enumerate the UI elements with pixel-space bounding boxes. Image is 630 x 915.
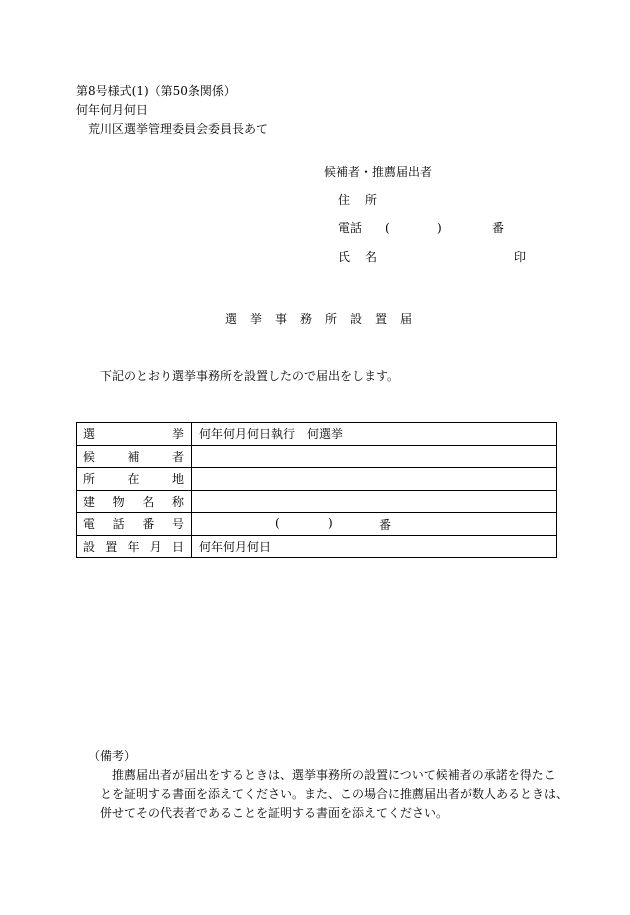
document-title: 選挙事務所設置届 — [225, 312, 426, 326]
phone-open-paren: ( — [385, 221, 390, 235]
phone-close-paren: ) — [437, 221, 442, 235]
row-label-char: 挙 — [171, 427, 184, 442]
row-label-char: 候 — [83, 449, 96, 464]
row-label — [77, 535, 192, 558]
table-row — [77, 423, 557, 446]
table-row — [77, 490, 557, 513]
office-info-table — [76, 422, 557, 558]
notes-line-1: 推薦届出者が届出をするときは、選挙事務所の設置について候補者の承諾を得たこ — [112, 768, 556, 782]
row-label — [77, 513, 192, 536]
notes-line-3: 併せてその代表者であることを証明する書面を添えてください。 — [100, 806, 449, 820]
notes-heading: （備考） — [88, 749, 137, 763]
row-label-char: 称 — [171, 494, 184, 509]
phone-suffix: 番 — [492, 221, 505, 235]
row-label-char: 月 — [149, 539, 162, 554]
row-value — [192, 490, 557, 513]
row-label-char: 年 — [127, 539, 140, 554]
row-value — [192, 423, 557, 446]
row-label — [77, 490, 192, 513]
row-label-char: 番 — [142, 517, 155, 532]
row-label — [77, 468, 192, 491]
row-value-text: 何年何月何日執行 何選挙 — [199, 427, 344, 442]
row-value — [192, 445, 557, 468]
row-label — [77, 445, 192, 468]
applicant-phone-row — [338, 220, 538, 236]
row-value — [192, 535, 557, 558]
table-row — [77, 445, 557, 468]
row-label-char: 地 — [171, 472, 184, 487]
row-label-char: 話 — [112, 517, 125, 532]
phone-suffix: 番 — [379, 517, 392, 532]
row-value — [192, 468, 557, 491]
row-label-char: 電 — [83, 517, 96, 532]
form-number: 第8号様式(1)（第50条関係） — [76, 84, 236, 98]
table-row — [77, 468, 557, 491]
row-label-char: 在 — [127, 472, 140, 487]
row-label-char: 名 — [142, 494, 155, 509]
row-label-char: 設 — [83, 539, 96, 554]
name-label: 氏名 — [338, 250, 393, 264]
notes-line-2: とを証明する書面を添えてください。また、この場合に推薦届出者が数人あるときは、 — [100, 787, 569, 801]
table-row — [77, 535, 557, 558]
address-label: 住所 — [338, 193, 393, 207]
applicant-heading: 候補者・推薦届出者 — [324, 165, 433, 179]
row-label-char: 選 — [83, 427, 96, 442]
row-label — [77, 423, 192, 446]
phone-label: 電話 — [338, 221, 363, 235]
intro-text: 下記のとおり選挙事務所を設置したので届出をします。 — [100, 369, 400, 383]
row-label-char: 日 — [171, 539, 184, 554]
document-date: 何年何月何日 — [76, 103, 149, 117]
row-value — [192, 513, 557, 536]
row-label-char: 号 — [171, 517, 184, 532]
row-label-char: 物 — [112, 494, 125, 509]
addressee: 荒川区選挙管理委員会委員長あて — [88, 122, 269, 136]
row-label-char: 所 — [83, 472, 96, 487]
row-label-char: 者 — [171, 449, 184, 464]
row-label-char: 置 — [105, 539, 118, 554]
seal-mark: 印 — [514, 250, 527, 264]
row-label-char: 補 — [127, 449, 140, 464]
row-value-text: 何年何月何日 — [199, 539, 272, 554]
table-row — [77, 513, 557, 536]
phone-close-paren: ) — [328, 515, 333, 530]
phone-open-paren: ( — [275, 515, 280, 530]
row-label-char: 建 — [83, 494, 96, 509]
